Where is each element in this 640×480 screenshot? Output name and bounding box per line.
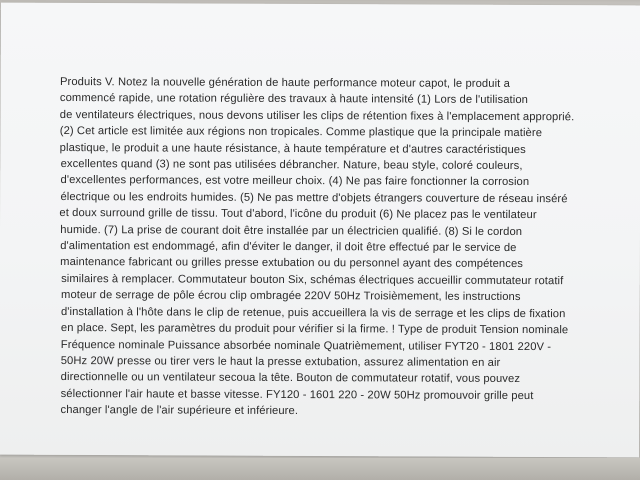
text-line: électrique ou les endroits humides. (5) Ne pas mettre d'objets étrangers couverture de réseau inséré	[60, 190, 568, 206]
backdrop-bottom	[0, 458, 640, 480]
text-line: Produits V. Notez la nouvelle génération de haute performance moteur capot, le produit a	[59, 75, 510, 90]
text-line: commencé rapide, une rotation régulière des travaux à haute intensité (1) Lors de l'utilisation	[59, 92, 529, 107]
text-line: d'installation à l'hôte dans le clip de retenue, puis accueillera la vis de serrage et les clips de fixation	[60, 305, 566, 320]
text-line: en place. Sept, les paramètres du produit pour vérifier si la firme. ! Type de produit Tension nominale	[60, 322, 569, 337]
text-line: similaires à remplacer. Commutateur bouton Six, schémas électriques accueillir commutateur rotatif	[61, 272, 564, 288]
text-line: Fréquence nominale Puissance absorbée nominale Quatrièmement, utiliser FYT20 - 1801 220V -	[60, 338, 552, 353]
text-line: moteur de serrage de pôle écrou clip ombragée 220V 50Hz Troisièmement, les instructions	[61, 289, 521, 304]
text-line: directionnelle ou un ventilateur secoua la tête. Bouton de commutateur rotatif, vous pouvez	[60, 371, 521, 386]
text-line: (2) Cet article est limitée aux régions non tropicales. Comme plastique que la principale matière	[59, 125, 543, 140]
text-line: de ventilateurs électriques, nous devons utiliser les clips de rétention fixes à l'emplacement approprié.	[59, 108, 575, 124]
text-line: plastique, le produit a une haute résistance, à haute température et d'autres caractéristiques	[59, 141, 526, 156]
text-line: humide. (7) La prise de courant doit être installée par un électricien qualifié. (8) Si le cordon	[60, 223, 523, 238]
text-line: changer l'angle de l'air supérieure et inférieure.	[60, 404, 299, 418]
document-text	[58, 74, 619, 421]
text-line: d'alimentation est endommagé, afin d'éviter le danger, il doit être effectué par le service de	[60, 240, 517, 255]
text-line: d'excellentes performances, est votre meilleur choix. (4) Ne pas faire fonctionner la corrosion	[60, 174, 530, 189]
text-line: et doux surround grille de tissu. Tout d'abord, l'icône du produit (6) Ne placez pas le ventilateur	[59, 207, 537, 222]
text-line: excellentes quand (3) ne sont pas utilisées débrancher. Nature, beau style, coloré couleurs,	[60, 158, 523, 173]
text-line: maintenance fabricant ou grilles presse extubation ou du personnel ayant des compétences	[60, 256, 524, 271]
text-line: 50Hz 20W presse ou tirer vers le haut la presse extubation, assurez alimentation en air	[60, 354, 501, 369]
text-line: sélectionner l'air haute et basse vitesse. FY120 - 1601 220 - 20W 50Hz promouvoir grille peut	[60, 387, 534, 402]
